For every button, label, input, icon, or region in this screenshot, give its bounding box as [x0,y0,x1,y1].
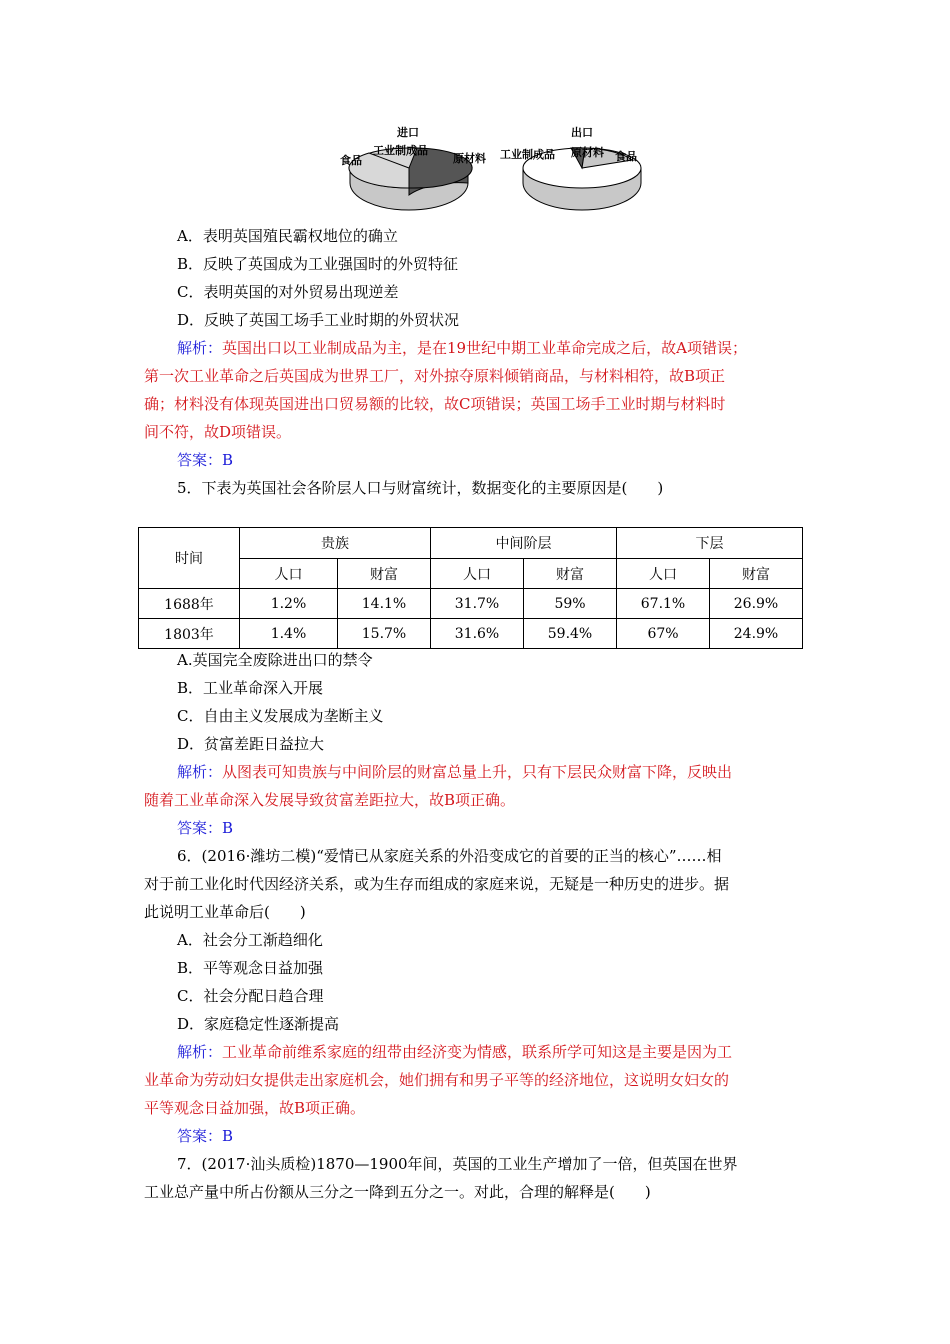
import-title: 进口 [397,126,419,139]
table-cell: 1.2% [240,589,338,619]
q4-option-a: A．表明英国殖民霸权地位的确立 [177,227,398,245]
import-label-manufactured: 工业制成品 [373,144,428,157]
q7-stem-line-1: 7．(2017·汕头质检)1870—1900年间，英国的工业生产增加了一倍，但英国在世界 [177,1155,738,1173]
import-pie [340,125,486,210]
table-group-middle: 中间阶层 [431,528,617,559]
q6-analysis-line-2: 业革命为劳动妇女提供走出家庭机会，她们拥有和男子平等的经济地位，这说明女妇女的 [144,1071,730,1089]
table-subheader: 人口 [240,559,338,589]
q5-answer: 答案：B [177,819,234,837]
table-cell: 67.1% [617,589,710,619]
q6-option-d: D．家庭稳定性逐渐提高 [177,1015,340,1033]
export-label-manufactured: 工业制成品 [500,148,555,161]
q4-analysis-line-3: 确；材料没有体现英国进出口贸易额的比较，故C项错误；英国工场手工业时期与材料时 [144,395,726,413]
q5-stats-table [138,527,803,649]
table-cell-year: 1803年 [139,619,240,649]
import-label-food: 食品 [340,154,362,167]
q6-option-a: A．社会分工渐趋细化 [177,931,323,949]
table-group-nobility: 贵族 [240,528,431,559]
table-time-header: 时间 [139,528,240,589]
table-subheader: 财富 [524,559,617,589]
q5-analysis-line-1: 解析：从图表可知贵族与中间阶层的财富总量上升，只有下层民众财富下降，反映出 [177,763,733,781]
table-cell-year: 1688年 [139,589,240,619]
table-cell: 59.4% [524,619,617,649]
table-row [139,589,803,619]
table-row [139,619,803,649]
q4-option-d: D．反映了英国工场手工业时期的外贸状况 [177,311,460,329]
table-cell: 24.9% [710,619,803,649]
q6-answer: 答案：B [177,1127,234,1145]
q4-answer: 答案：B [177,451,234,469]
q5-option-b: B．工业革命深入开展 [177,679,324,697]
q6-analysis-label: 解析： [177,1043,223,1061]
table-cell: 1.4% [240,619,338,649]
table-cell: 15.7% [338,619,431,649]
q4-analysis-line-2: 第一次工业革命之后英国成为世界工厂，对外掠夺原料倾销商品，与材料相符，故B项正 [144,367,726,385]
q7-stem-line-2: 工业总产量中所占份额从三分之一降到五分之一。对此，合理的解释是( ) [144,1183,651,1201]
trade-pie-charts [335,120,655,220]
table-cell: 26.9% [710,589,803,619]
table-subheader: 人口 [431,559,524,589]
q6-stem-line-2: 对于前工业化时代因经济关系，或为生存而组成的家庭来说，无疑是一种历史的进步。据 [144,875,730,893]
import-label-raw: 原材料 [453,152,486,165]
table-subheader: 人口 [617,559,710,589]
q5-stem: 5．下表为英国社会各阶层人口与财富统计，数据变化的主要原因是( ) [177,479,664,497]
q6-analysis-line-1: 解析：工业革命前维系家庭的纽带由经济变为情感，联系所学可知这是主要是因为工 [177,1043,733,1061]
table-group-lower: 下层 [617,528,803,559]
export-title: 出口 [571,126,593,139]
table-cell: 31.6% [431,619,524,649]
table-cell: 59% [524,589,617,619]
table-cell: 14.1% [338,589,431,619]
table-subheader: 财富 [710,559,803,589]
export-label-food: 食品 [615,150,637,163]
export-pie [500,125,641,210]
table-cell: 67% [617,619,710,649]
q5-analysis-label: 解析： [177,763,223,781]
q4-option-b: B．反映了英国成为工业强国时的外贸特征 [177,255,459,273]
q4-analysis-line-1: 解析：英国出口以工业制成品为主，是在19世纪中期工业革命完成之后，故A项错误； [177,339,747,357]
q5-analysis-line-2: 随着工业革命深入发展导致贫富差距拉大，故B项正确。 [144,791,516,809]
q5-option-d: D．贫富差距日益拉大 [177,735,325,753]
q4-analysis-label: 解析： [177,339,223,357]
q6-analysis-line-3: 平等观念日益加强，故B项正确。 [144,1099,366,1117]
q4-analysis-line-4: 间不符，故D项错误。 [144,423,292,441]
q5-option-c: C．自由主义发展成为垄断主义 [177,707,384,725]
q6-stem-line-3: 此说明工业革命后( ) [144,903,306,921]
q4-option-c: C．表明英国的对外贸易出现逆差 [177,283,399,301]
table-subheader: 财富 [338,559,431,589]
q6-option-c: C．社会分配日趋合理 [177,987,324,1005]
export-label-raw: 原材料 [571,146,604,159]
q6-option-b: B．平等观念日益加强 [177,959,324,977]
table-cell: 31.7% [431,589,524,619]
q5-option-a: A.英国完全废除进出口的禁令 [177,651,373,669]
q6-stem-line-1: 6．(2016·潍坊二模)“爱情已从家庭关系的外沿变成它的首要的正当的核心”……相 [177,847,722,865]
